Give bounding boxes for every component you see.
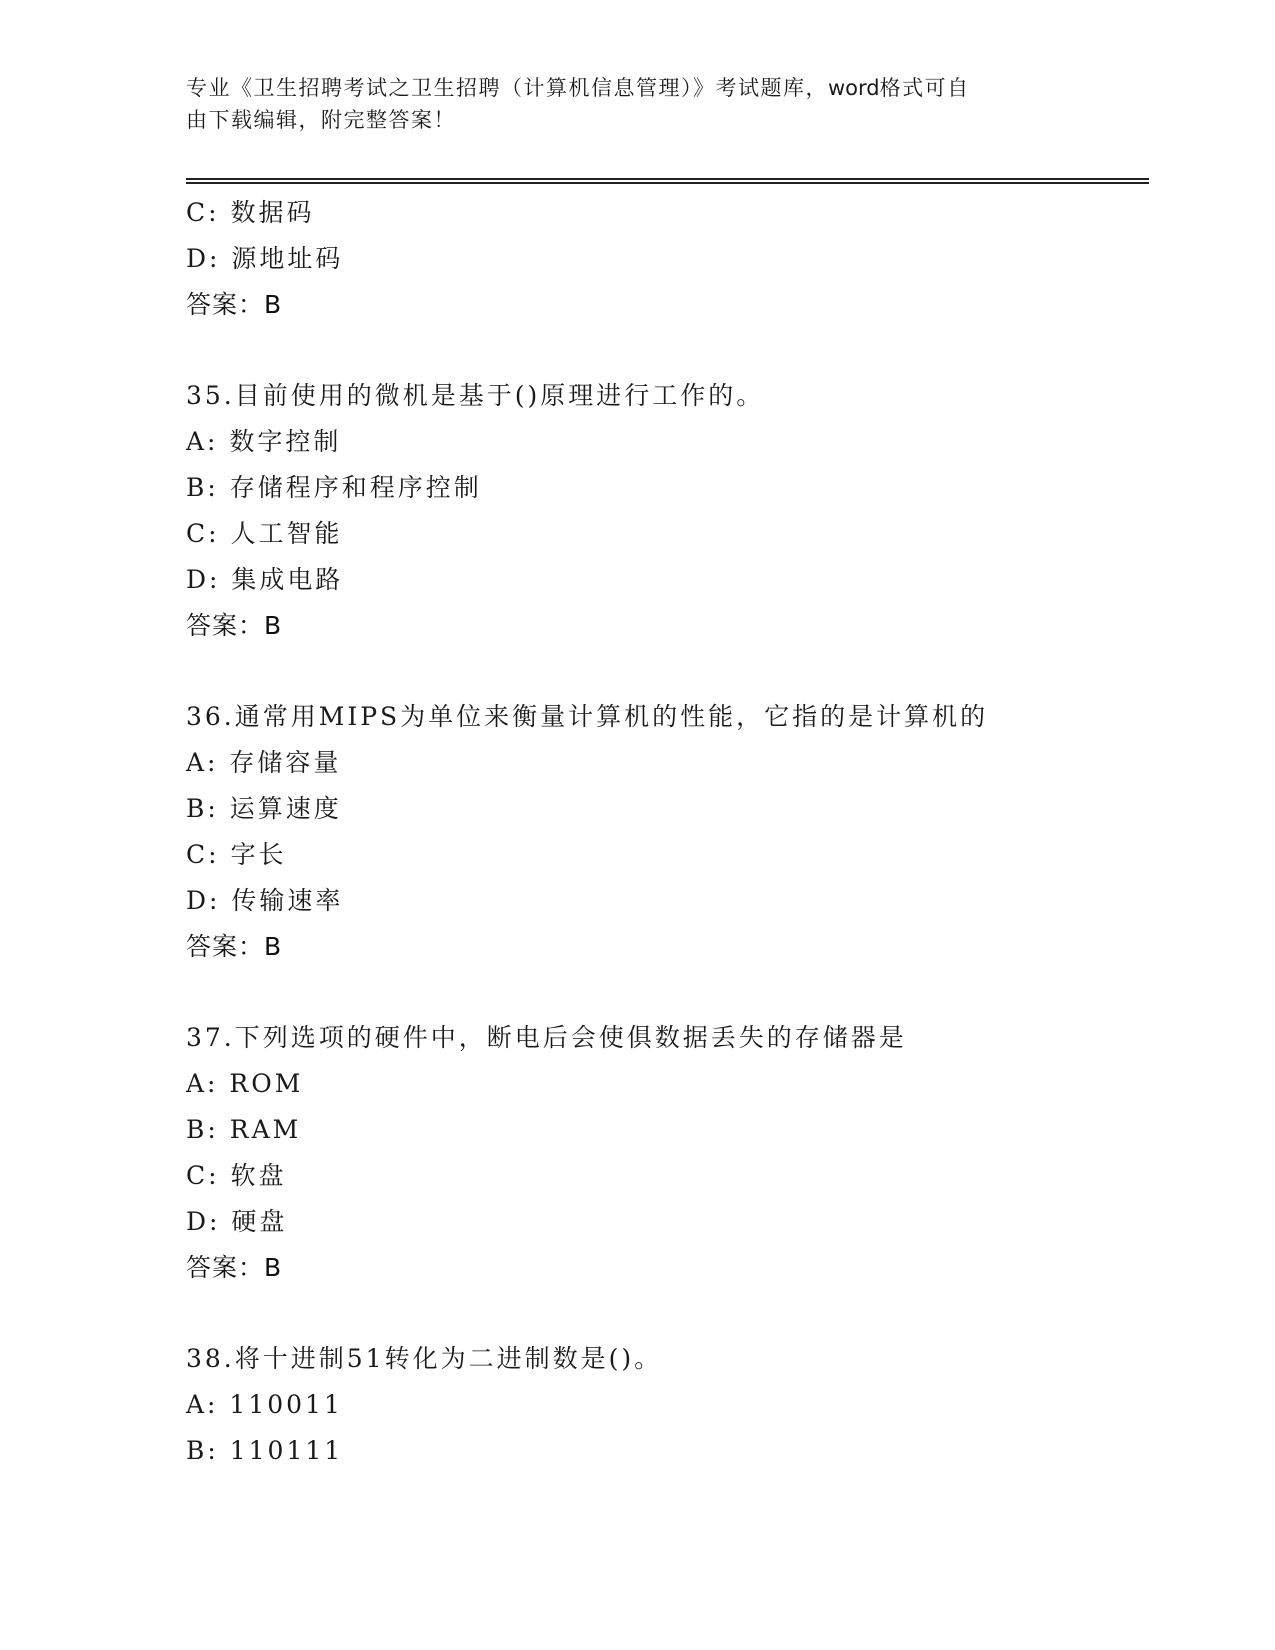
header-text-a: 专业《卫生招聘考试之卫生招聘（计算机信息管理）》考试题库， (186, 76, 828, 100)
option-b: B: 运算速度 (186, 794, 342, 823)
option-d: D: 传输速率 (186, 886, 344, 915)
header-text-word: word (828, 76, 880, 100)
spacer (186, 328, 1146, 373)
header-rule-bottom (186, 182, 1149, 184)
header-line-2: 由下载编辑，附完整答案！ (186, 108, 456, 132)
option-a: A: 110011 (186, 1390, 343, 1419)
answer: 答案：B (186, 1253, 283, 1282)
answer: 答案：B (186, 290, 283, 319)
question-block-37 (186, 1015, 1146, 1291)
question-list (186, 190, 1146, 1474)
option-b: B: RAM (186, 1115, 302, 1144)
option-a: A: 数字控制 (186, 427, 342, 456)
option-c: C: 软盘 (186, 1161, 287, 1190)
spacer (186, 970, 1146, 1015)
option-a: A: ROM (186, 1069, 304, 1098)
option-c: C: 人工智能 (186, 519, 343, 548)
question-block-previous (186, 190, 1146, 328)
option-b: B: 110111 (186, 1436, 344, 1465)
question-block-35 (186, 373, 1146, 649)
spacer (186, 1291, 1146, 1336)
answer: 答案：B (186, 611, 283, 640)
header-text-b: 格式可自 (879, 76, 970, 100)
question-text: 38.将十进制51转化为二进制数是()。 (186, 1344, 663, 1373)
option-c: C: 字长 (186, 840, 287, 869)
option-b: B: 存储程序和程序控制 (186, 473, 482, 502)
option-d: D: 源地址码 (186, 244, 344, 273)
question-block-38 (186, 1336, 1146, 1474)
spacer (186, 649, 1146, 694)
header-line-1 (186, 72, 1076, 104)
question-block-36 (186, 694, 1146, 970)
document-header (186, 72, 1076, 136)
option-d: D: 硬盘 (186, 1207, 288, 1236)
option-c: C: 数据码 (186, 198, 315, 227)
answer: 答案：B (186, 932, 283, 961)
question-text: 35.目前使用的微机是基于()原理进行工作的。 (186, 381, 765, 410)
option-d: D: 集成电路 (186, 565, 344, 594)
question-text: 36.通常用MIPS为单位来衡量计算机的性能，它指的是计算机的 (186, 702, 989, 731)
header-rule-top (186, 178, 1149, 180)
question-text: 37.下列选项的硬件中，断电后会使俱数据丢失的存储器是 (186, 1023, 907, 1052)
option-a: A: 存储容量 (186, 748, 342, 777)
